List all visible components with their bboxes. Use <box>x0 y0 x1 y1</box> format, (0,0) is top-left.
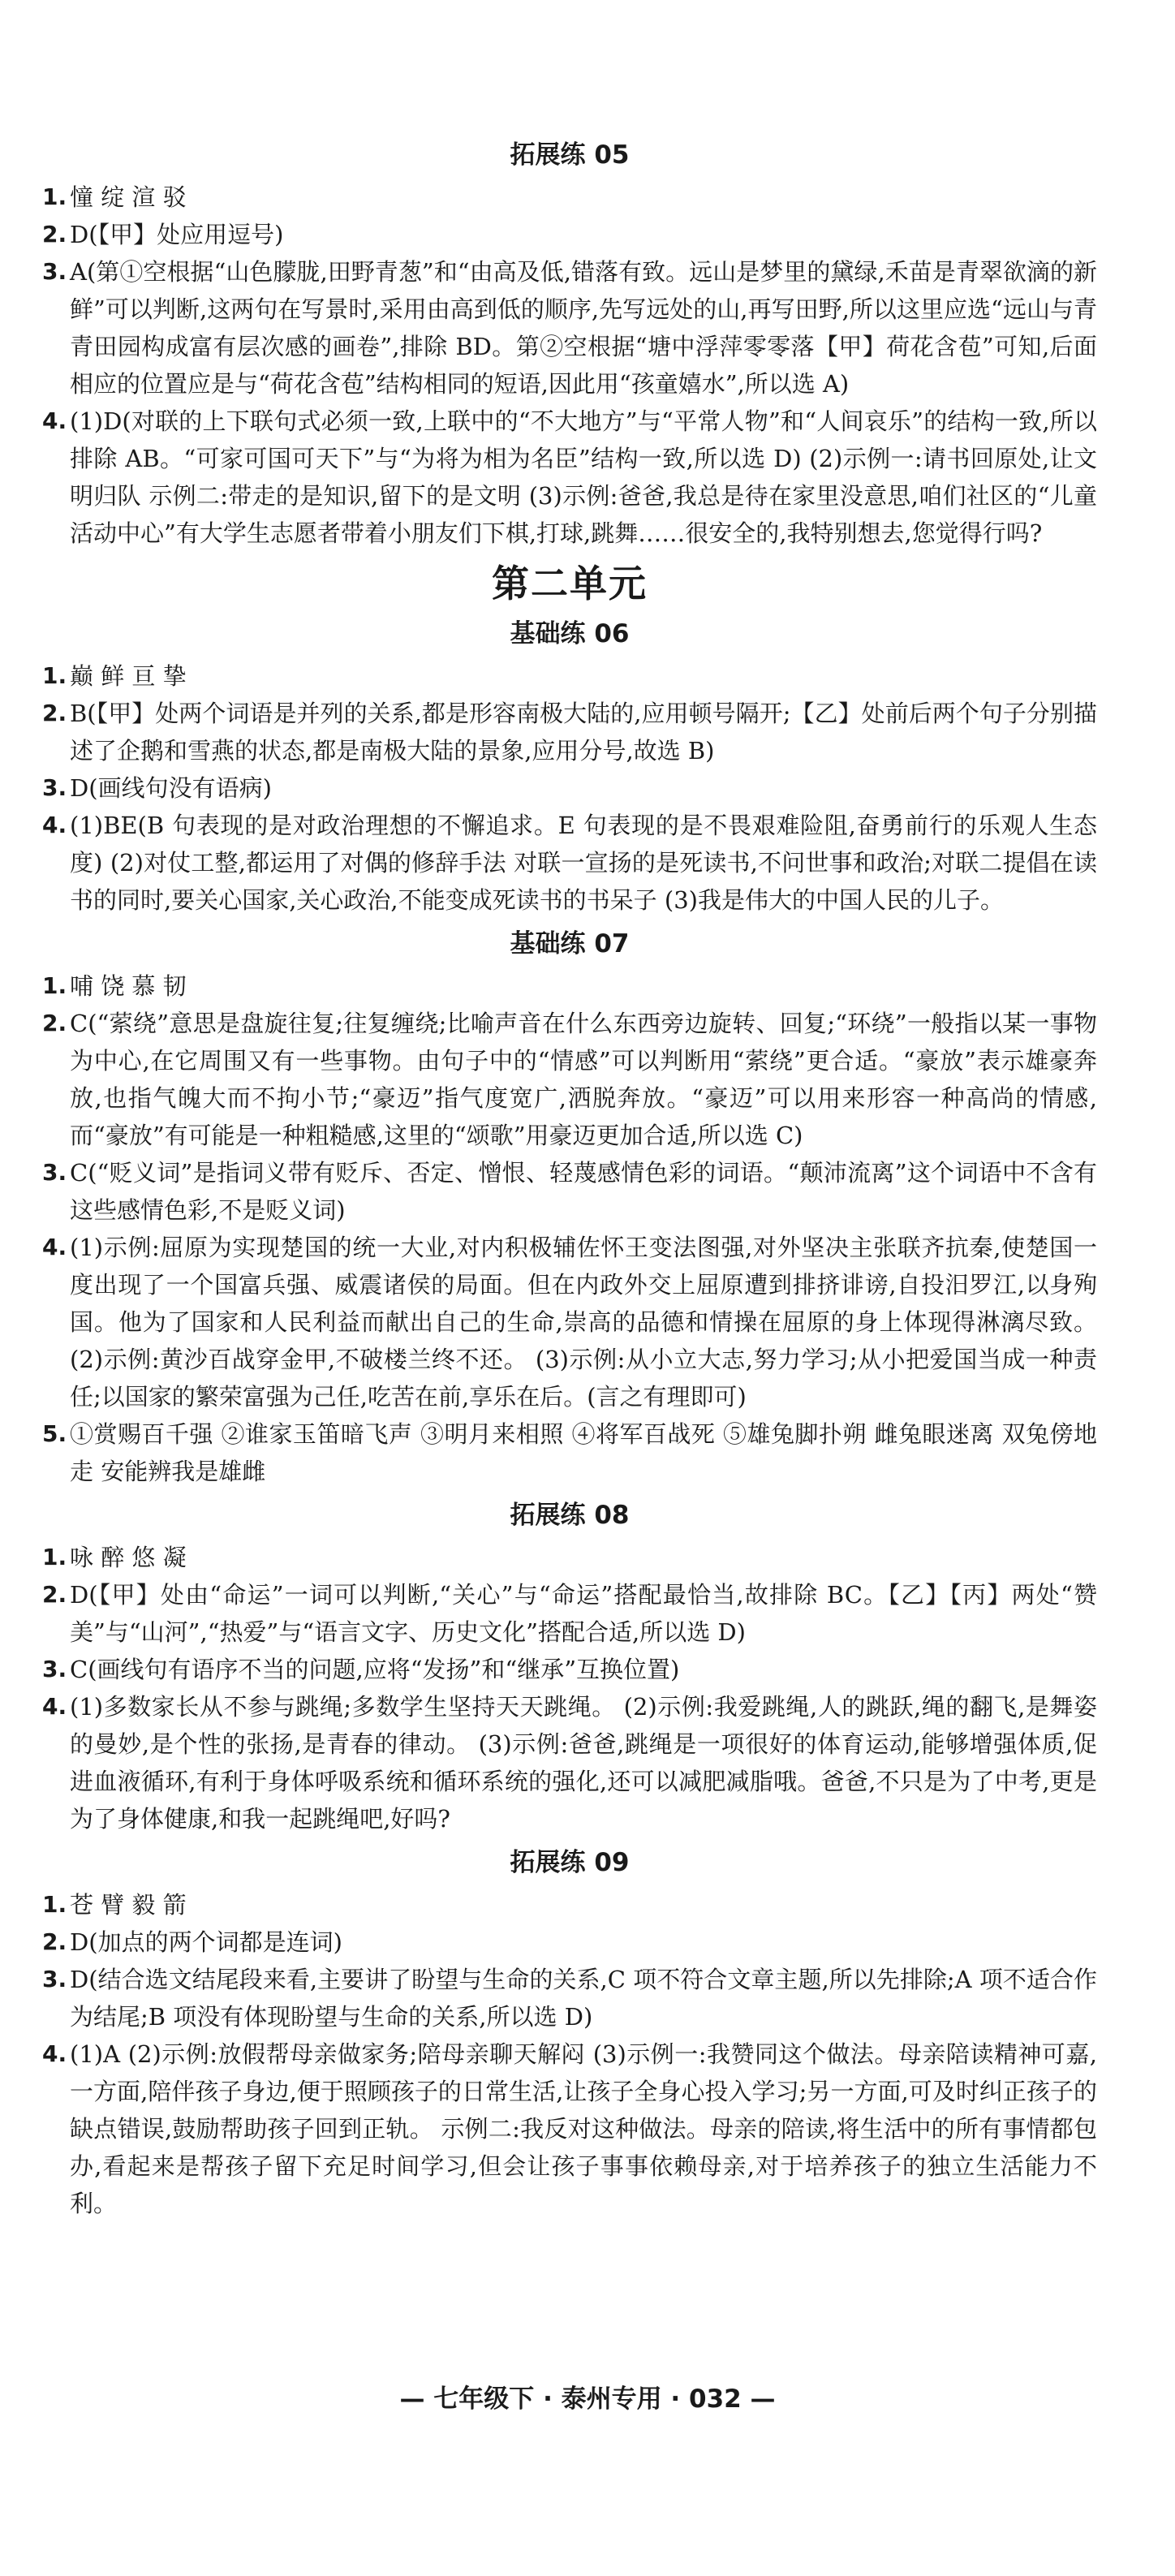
item-answer-text: B(【甲】处两个词语是并列的关系,都是形容南极大陆的,应用顿号隔开;【乙】处前后两个句子分别描述了企鹅和雪燕的状态,都是南极大陆的景象,应用分号,故选 B) <box>70 700 1097 765</box>
item-number: 4. <box>42 812 67 838</box>
item-answer-text: D(【甲】处应用逗号) <box>70 221 284 248</box>
item-number: 4. <box>42 1693 67 1720</box>
item-number: 1. <box>42 1544 67 1570</box>
answer-item <box>42 1005 1097 1154</box>
item-number: 4. <box>42 2040 67 2067</box>
answer-item <box>42 695 1097 769</box>
answer-item <box>42 1576 1097 1651</box>
item-number: 2. <box>42 221 67 248</box>
item-number: 4. <box>42 1234 67 1260</box>
answer-item <box>42 967 1097 1005</box>
answer-item <box>42 1415 1097 1490</box>
answer-item <box>42 1688 1097 1837</box>
answer-item <box>42 1154 1097 1229</box>
section-heading: 拓展练 09 <box>510 1848 630 1877</box>
answer-item <box>42 1923 1097 1961</box>
answer-item <box>42 253 1097 403</box>
item-number: 3. <box>42 1656 67 1682</box>
item-number: 3. <box>42 774 67 801</box>
answer-item <box>42 1229 1097 1415</box>
section-heading: 基础练 06 <box>510 619 630 648</box>
item-answer-text: 苍 臂 毅 箭 <box>70 1891 187 1919</box>
section-heading: 拓展练 05 <box>510 140 630 170</box>
answer-item <box>42 403 1097 552</box>
answer-content <box>42 130 1097 2222</box>
answer-item <box>42 216 1097 253</box>
item-answer-text: (1)D(对联的上下联句式必须一致,上联中的“不大地方”与“平常人物”和“人间哀乐”的结构一致,所以排除 AB。“可家可国可天下”与“为将为相为名臣”结构一致,所以选 D) (2)示例一:请书回原处,让文明归队 示例二:带走的是知识,留下的是文明 (3)示例:爸爸,我总是待在家里没意思,咱们社区的“儿童活动中心”有大学生志愿者带着小朋友们下棋,打球,跳舞……很安全的,我特别想去,您觉得行吗? <box>70 407 1097 547</box>
item-number: 3. <box>42 258 67 285</box>
answer-item <box>42 807 1097 919</box>
item-number: 4. <box>42 407 67 434</box>
item-answer-text: A(第①空根据“山色朦胧,田野青葱”和“由高及低,错落有致。远山是梦里的黛绿,禾苗是青翠欲滴的新鲜”可以判断,这两句在写景时,采用由高到低的顺序,先写远处的山,再写田野,所以这里应选“远山与青青田园构成富有层次感的画卷”,排除 BD。第②空根据“塘中浮萍零零落【甲】荷花含苞”可知,后面相应的位置应是与“荷花含苞”结构相同的短语,因此用“孩童嬉水”,所以选 A) <box>70 258 1097 398</box>
item-number: 3. <box>42 1966 67 1992</box>
item-number: 2. <box>42 1581 67 1608</box>
item-answer-text: C(画线句有语序不当的问题,应将“发扬”和“继承”互换位置) <box>70 1656 680 1683</box>
item-answer-text: 巅 鲜 亘 挚 <box>70 662 187 690</box>
answer-item <box>42 657 1097 695</box>
answer-item <box>42 2035 1097 2222</box>
item-number: 1. <box>42 972 67 999</box>
item-answer-text: (1)A (2)示例:放假帮母亲做家务;陪母亲聊天解闷 (3)示例一:我赞同这个做法。母亲陪读精神可嘉,一方面,陪伴孩子身边,便于照顾孩子的日常生活,让孩子全身心投入学习;另一方面,可及时纠正孩子的缺点错误,鼓励帮助孩子回到正轨。 示例二:我反对这种做法。母亲的陪读,将生活中的所有事情都包办,看起来是帮孩子留下充足时间学习,但会让孩子事事依赖母亲,对于培养孩子的独立生活能力不利。 <box>70 2040 1097 2217</box>
item-answer-text: D(加点的两个词都是连词) <box>70 1928 342 1956</box>
item-number: 2. <box>42 700 67 726</box>
answer-item <box>42 1961 1097 2035</box>
item-answer-text: C(“贬义词”是指词义带有贬斥、否定、憎恨、轻蔑感情色彩的词语。“颠沛流离”这个词语中不含有这些感情色彩,不是贬义词) <box>70 1159 1097 1224</box>
item-answer-text: D(结合选文结尾段来看,主要讲了盼望与生命的关系,C 项不符合文章主题,所以先排除;A 项不适合作为结尾;B 项没有体现盼望与生命的关系,所以选 D) <box>70 1966 1097 2031</box>
unit-title: 第二单元 <box>492 562 648 605</box>
item-answer-text: D(【甲】处由“命运”一词可以判断,“关心”与“命运”搭配最恰当,故排除 BC。【乙】【丙】两处“赞美”与“山河”,“热爱”与“语言文字、历史文化”搭配合适,所以选 D) <box>70 1581 1097 1646</box>
item-answer-text: 哺 饶 慕 韧 <box>70 972 187 1000</box>
answer-item <box>42 1539 1097 1576</box>
item-number: 5. <box>42 1420 67 1447</box>
item-number: 1. <box>42 1891 67 1918</box>
item-number: 1. <box>42 183 67 210</box>
answer-item <box>42 1651 1097 1688</box>
item-answer-text: 憧 绽 渲 驳 <box>70 183 187 211</box>
item-answer-text: ①赏赐百千强 ②谁家玉笛暗飞声 ③明月来相照 ④将军百战死 ⑤雄兔脚扑朔 雌兔眼迷离 双兔傍地走 安能辨我是雄雌 <box>70 1420 1097 1485</box>
section-heading: 基础练 07 <box>510 929 630 958</box>
item-answer-text: 咏 醉 悠 凝 <box>70 1544 187 1571</box>
item-answer-text: C(“萦绕”意思是盘旋往复;往复缠绕;比喻声音在什么东西旁边旋转、回复;“环绕”一般指以某一事物为中心,在它周围又有一些事物。由句子中的“情感”可以判断用“萦绕”更合适。“豪放”表示雄豪奔放,也指气魄大而不拘小节;“豪迈”指气度宽广,洒脱奔放。“豪迈”可以用来形容一种高尚的情感,而“豪放”有可能是一种粗糙感,这里的“颂歌”用豪迈更加合适,所以选 C) <box>70 1010 1097 1149</box>
answer-item <box>42 1886 1097 1923</box>
item-number: 2. <box>42 1010 67 1036</box>
item-answer-text: (1)示例:屈原为实现楚国的统一大业,对内积极辅佐怀王变法图强,对外坚决主张联齐抗秦,使楚国一度出现了一个国富兵强、威震诸侯的局面。但在内政外交上屈原遭到排挤诽谤,自投汨罗江,以身殉国。他为了国家和人民利益而献出自己的生命,崇高的品德和情操在屈原的身上体现得淋漓尽致。 (2)示例:黄沙百战穿金甲,不破楼兰终不还。 (3)示例:从小立大志,努力学习;从小把爱国当成一种责任;以国家的繁荣富强为己任,吃苦在前,享乐在后。(言之有理即可) <box>70 1234 1097 1411</box>
item-answer-text: (1)多数家长从不参与跳绳;多数学生坚持天天跳绳。 (2)示例:我爱跳绳,人的跳跃,绳的翻飞,是舞姿的曼妙,是个性的张扬,是青春的律动。 (3)示例:爸爸,跳绳是一项很好的体育运动,能够增强体质,促进血液循环,有利于身体呼吸系统和循环系统的强化,还可以减肥减脂哦。爸爸,不只是为了中考,更是为了身体健康,和我一起跳绳吧,好吗? <box>70 1693 1097 1833</box>
answer-item <box>42 769 1097 807</box>
item-number: 3. <box>42 1159 67 1186</box>
section-heading: 拓展练 08 <box>510 1501 630 1530</box>
item-number: 1. <box>42 662 67 689</box>
item-answer-text: D(画线句没有语病) <box>70 774 272 802</box>
answer-item <box>42 179 1097 216</box>
item-number: 2. <box>42 1928 67 1955</box>
page-footer: — 七年级下 · 泰州专用 · 032 — <box>399 2384 776 2414</box>
item-answer-text: (1)BE(B 句表现的是对政治理想的不懈追求。E 句表现的是不畏艰难险阻,奋勇前行的乐观人生态度) (2)对仗工整,都运用了对偶的修辞手法 对联一宣扬的是死读书,不问世事和政治;对联二提倡在读书的同时,要关心国家,关心政治,不能变成死读书的书呆子 (3)我是伟大的中国人民的儿子。 <box>70 812 1097 914</box>
